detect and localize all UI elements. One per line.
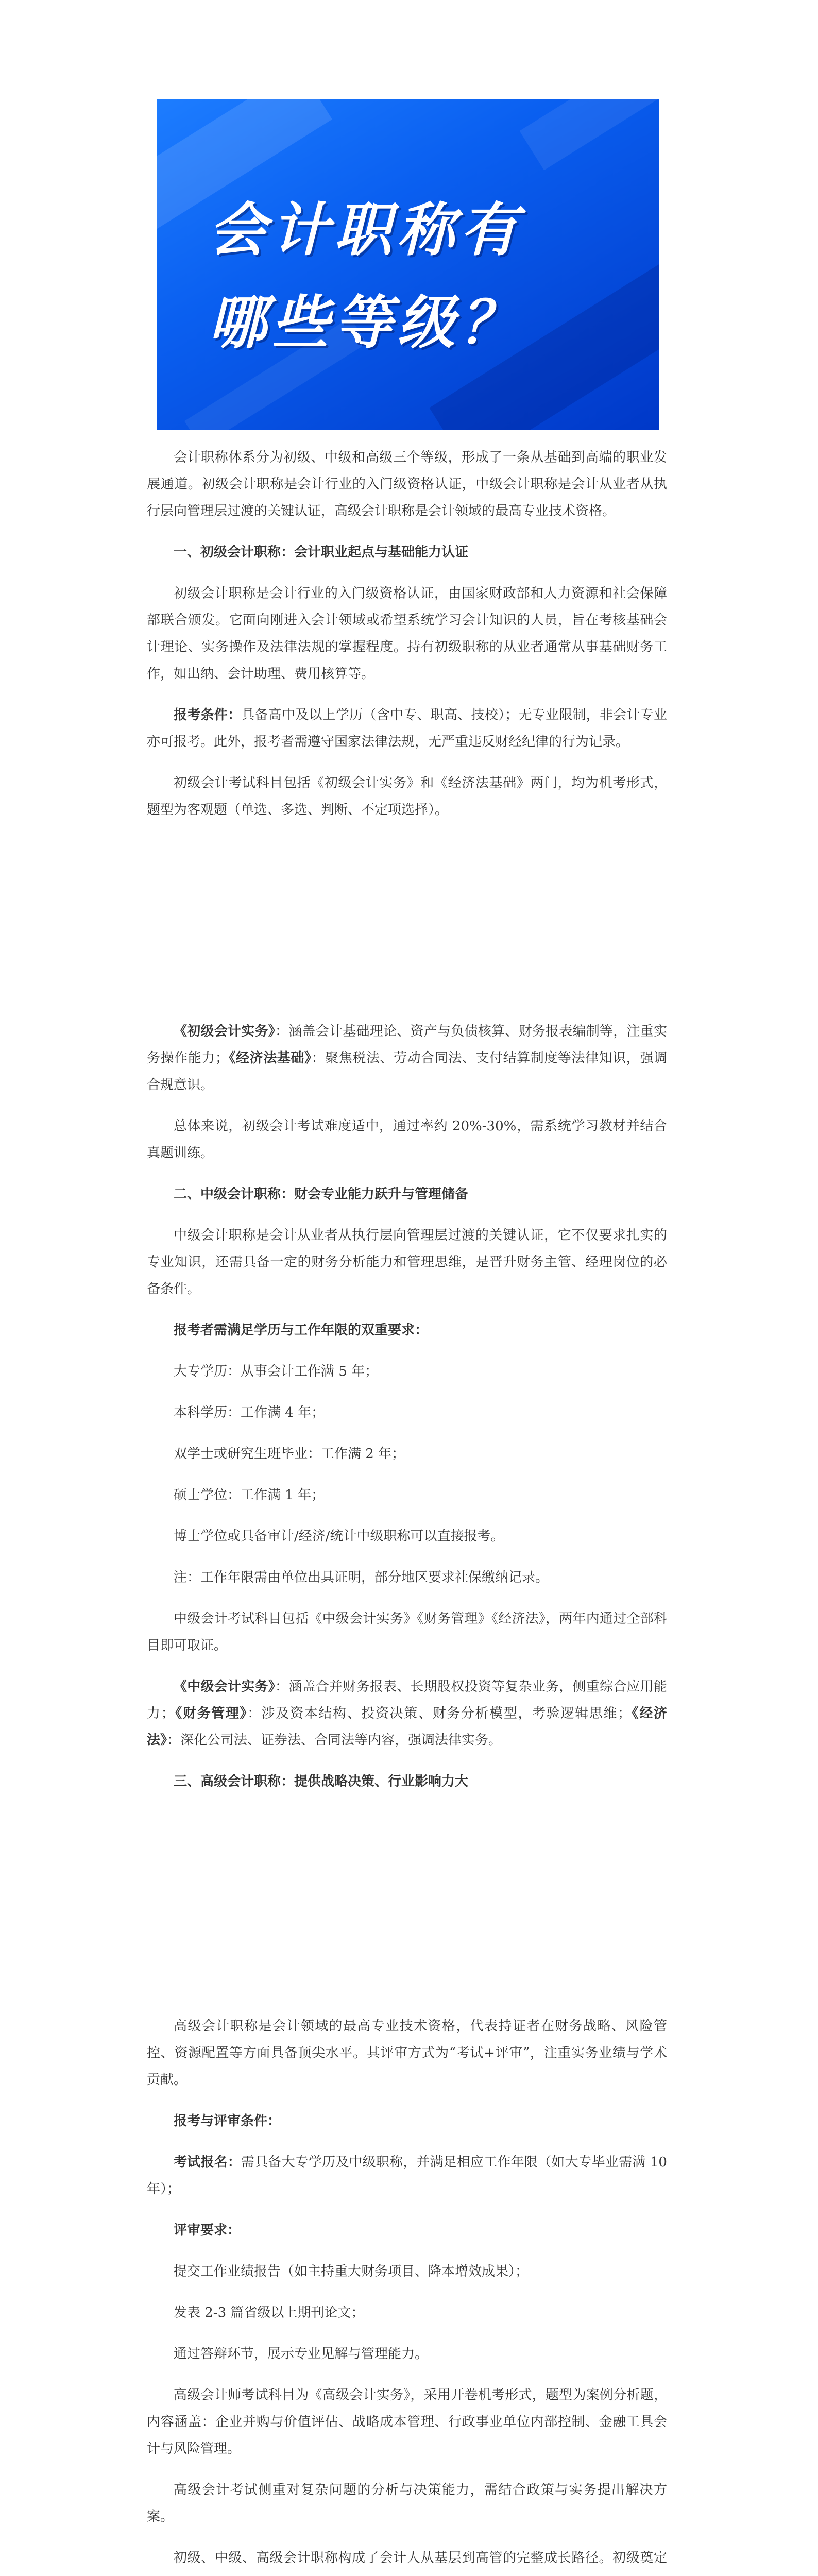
intermediate-req-item: 博士学位或具备审计/经济/统计中级职称可以直接报考。 (174, 1529, 504, 1544)
junior-intro: 初级会计职称是会计行业的入门级资格认证，由国家财政部和人力资源和社会保障部联合颁发。它面向刚进入会计领域或希望系统学习会计知识的人员，旨在考核基础会计理论、实务操作及法律法规的掌握程度。持有初级职称的从业者通常从事基础财务工作，如出纳、会计助理、费用核算等。 (147, 586, 667, 682)
junior-s1-text: ：涵盖会计基础理论、资产与负债核算、财务报表编制等，注重实务操作能力； (147, 1024, 667, 1066)
intermediate-subjects: 中级会计考试科目包括《中级会计实务》《财务管理》《经济法》，两年内通过全部科目即可取证。 (147, 1611, 667, 1653)
senior-req-heading: 报考与评审条件： (174, 2113, 281, 2129)
intermediate-req-item: 本科学历：工作满 4 年； (174, 1405, 325, 1420)
senior-exam-text: 需具备大专学历及中级职称，并满足相应工作年限（如大专毕业需满 10 年）； (147, 2155, 667, 2197)
senior-heading: 三、高级会计职称：提供战略决策、行业影响力大 (174, 1774, 469, 1789)
conclusion-paragraph: 初级、中级、高级会计职称构成了会计人从基层到高管的完整成长路径。初级奠定 (174, 2550, 667, 2566)
title-banner (157, 99, 659, 430)
junior-req-label: 报考条件： (174, 707, 242, 723)
intermediate-s3-text: ：深化公司法、证券法、合同法等内容，强调法律实务。 (167, 1733, 502, 1748)
intermediate-req-item: 硕士学位：工作满 1 年； (174, 1487, 325, 1503)
banner-decor-stripe (520, 99, 659, 171)
intermediate-s2-label: 《财务管理》 (174, 1706, 248, 1721)
junior-requirements (147, 702, 667, 755)
banner-title-line1: 会计职称有 (209, 197, 523, 264)
intermediate-heading: 二、中级会计职称：财会专业能力跃升与管理储备 (174, 1187, 469, 1202)
intro-paragraph: 会计职称体系分为初级、中级和高级三个等级，形成了一条从基础到高端的职业发展通道。初级会计职称是会计行业的入门级资格认证，中级会计职称是会计从业者从执行层向管理层过渡的关键认证，高级会计职称是会计领域的最高专业技术资格。 (147, 450, 667, 519)
intermediate-s1-text: ：涵盖合并财务报表、长期股权投资等复杂业务，侧重综合应用能力； (147, 1679, 667, 1721)
intermediate-req-item: 双学士或研究生班毕业：工作满 2 年； (174, 1446, 405, 1462)
intermediate-req-item: 大专学历：从事会计工作满 5 年； (174, 1364, 379, 1379)
junior-s1-label: 《初级会计实务》 (174, 1024, 275, 1039)
intermediate-s1-label: 《中级会计实务》 (174, 1679, 275, 1694)
senior-review-heading: 评审要求： (174, 2223, 241, 2238)
junior-subject-details (147, 1018, 667, 1098)
junior-heading: 一、初级会计职称：会计职业起点与基础能力认证 (174, 545, 469, 560)
intermediate-subject-details (147, 1673, 667, 1754)
intermediate-s2-text: ：涉及资本结构、投资决策、财务分析模型，考验逻辑思维； (247, 1706, 632, 1721)
banner-title-line2: 哪些等级？ (209, 290, 523, 357)
blank-space (147, 1809, 667, 2013)
senior-exam-focus: 高级会计考试侧重对复杂问题的分析与决策能力，需结合政策与实务提出解决方案。 (147, 2482, 667, 2524)
intermediate-req-heading: 报考者需满足学历与工作年限的双重要求： (174, 1323, 429, 1338)
intermediate-intro: 中级会计职称是会计从业者从执行层向管理层过渡的关键认证，它不仅要求扎实的专业知识，还需具备一定的财务分析能力和管理思维，是晋升财务主管、经理岗位的必备条件。 (147, 1228, 667, 1297)
senior-exam-label: 考试报名： (174, 2155, 241, 2170)
article-body (147, 444, 667, 2576)
senior-exam-requirement (147, 2149, 667, 2202)
senior-exam-description: 高级会计师考试科目为《高级会计实务》，采用开卷机考形式，题型为案例分析题，内容涵盖：企业并购与价值评估、战略成本管理、行政事业单位内部控制、金融工具会计与风险管理。 (147, 2387, 667, 2456)
intermediate-s3-label: 《经济法》 (147, 1706, 667, 1748)
blank-space (147, 838, 667, 1018)
senior-review-item: 提交工作业绩报告（如主持重大财务项目、降本增效成果）； (174, 2264, 529, 2279)
junior-summary: 总体来说，初级会计考试难度适中，通过率约 20%-30%，需系统学习教材并结合真题训练。 (147, 1118, 667, 1161)
intermediate-note: 注：工作年限需由单位出具证明，部分地区要求社保缴纳记录。 (174, 1570, 549, 1585)
senior-intro: 高级会计职称是会计领域的最高专业技术资格，代表持证者在财务战略、风险管控、资源配置等方面具备顶尖水平。其评审方式为“考试+评审”，注重实务业绩与学术贡献。 (147, 2019, 667, 2088)
junior-s2-label: 《经济法基础》 (228, 1050, 312, 1066)
senior-review-item: 发表 2-3 篇省级以上期刊论文； (174, 2305, 365, 2320)
junior-subjects: 初级会计考试科目包括《初级会计实务》和《经济法基础》两门，均为机考形式，题型为客观题（单选、多选、判断、不定项选择）。 (147, 775, 667, 818)
junior-s2-text: ：聚焦税法、劳动合同法、支付结算制度等法律知识，强调合规意识。 (147, 1050, 667, 1093)
junior-req-text: 具备高中及以上学历（含中专、职高、技校）；无专业限制，非会计专业亦可报考。此外，报考者需遵守国家法律法规，无严重违反财经纪律的行为记录。 (147, 707, 667, 750)
senior-review-item: 通过答辩环节，展示专业见解与管理能力。 (174, 2346, 429, 2362)
